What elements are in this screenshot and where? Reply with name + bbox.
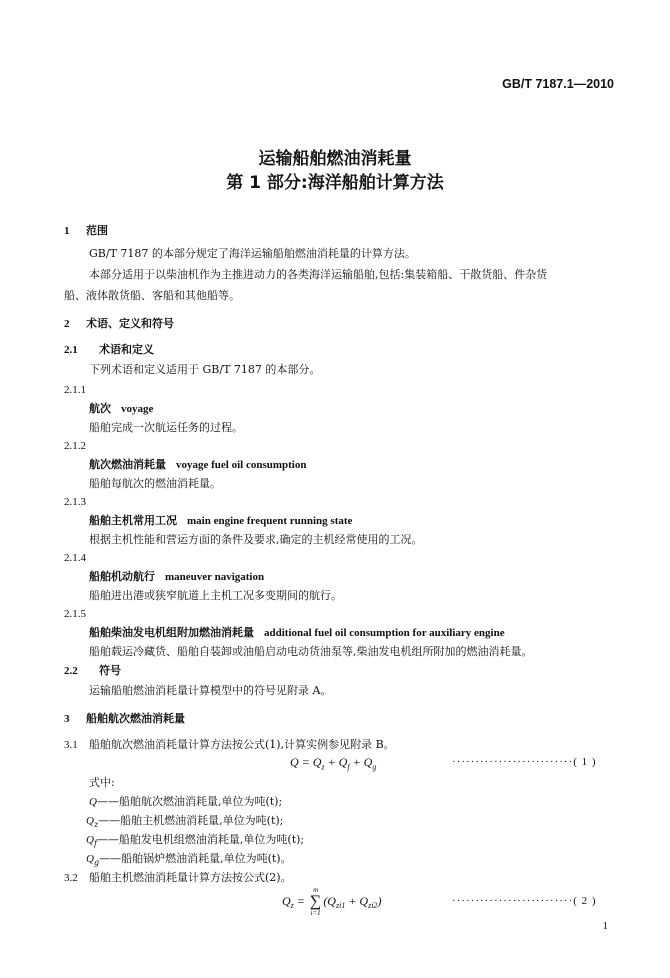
term-heading <box>89 626 505 640</box>
clause-number: 3.2 <box>64 872 78 884</box>
clause-number: 3.1 <box>64 739 78 751</box>
section-title: 范围 <box>86 224 108 237</box>
variable-symbol: Q <box>86 815 94 827</box>
term-definition: 船舶完成一次航运任务的过程。 <box>89 421 243 434</box>
subsection-2-1-heading <box>64 343 154 357</box>
term-definition: 船舶进出港或狭窄航道上主机工况多变期间的航行。 <box>89 589 342 602</box>
term-heading <box>89 402 153 416</box>
formula-1: $Q = Q_z + Q_f + Q_g$ <box>290 755 377 772</box>
section-2-heading <box>64 317 174 331</box>
term-en: additional fuel oil consumption for auxiliary engine <box>264 627 505 639</box>
section-number: 1 <box>64 225 70 237</box>
section-title: 术语、定义和符号 <box>86 317 174 330</box>
subsection-2-2-heading <box>64 664 121 678</box>
term-number: 2.1.5 <box>64 608 86 620</box>
term-definition: 船舶每航次的燃油消耗量。 <box>89 477 221 490</box>
formula-2: $Q_z$ = m ∑ i=1 $(Q_{zi1} + Q_{zi2})$ <box>282 886 382 917</box>
term-number: 2.1.4 <box>64 552 86 564</box>
standard-code: GB/T 7187.1—2010 <box>502 77 614 91</box>
term-en: main engine frequent running state <box>187 515 353 527</box>
paragraph: 运输船舶燃油消耗量计算模型中的符号见附录 A。 <box>89 684 332 697</box>
term-zh: 航次 <box>89 402 111 415</box>
section-number: 3 <box>64 713 70 725</box>
section-1-heading <box>64 224 108 238</box>
document-title: 运输船舶燃油消耗量 <box>258 149 412 169</box>
formula-2-number: ··························( 2 ) <box>452 895 597 907</box>
term-en: voyage <box>121 403 154 415</box>
term-number: 2.1.3 <box>64 496 86 508</box>
paragraph-continuation: 船、液体散货船、客船和其他船等。 <box>64 289 240 302</box>
paragraph: 下列术语和定义适用于 GB/T 7187 的本部分。 <box>89 363 321 376</box>
variable-desc: ——船舶发电机组燃油消耗量,单位为吨(t); <box>96 833 305 846</box>
section-3-heading <box>64 712 185 726</box>
subsection-number: 2.1 <box>64 344 78 356</box>
clause-text: 船舶航次燃油消耗量计算方法按公式(1),计算实例参见附录 B。 <box>89 738 395 751</box>
term-zh: 船舶柴油发电机组附加燃油消耗量 <box>89 626 254 639</box>
term-zh: 船舶主机常用工况 <box>89 514 177 527</box>
variable-definition: $Q_f——$船舶发电机组燃油消耗量,单位为吨(t); <box>86 833 305 849</box>
variable-symbol: Q <box>86 853 94 865</box>
term-number: 2.1.1 <box>64 384 86 396</box>
term-en: maneuver navigation <box>165 571 265 583</box>
clause-3-1 <box>64 738 395 752</box>
section-title: 船舶航次燃油消耗量 <box>86 712 185 725</box>
variable-definition <box>89 795 282 809</box>
term-heading <box>89 458 306 472</box>
paragraph: 本部分适用于以柴油机作为主推进动力的各类海洋运输船舶,包括:集装箱船、干散货船、件杂货 <box>89 268 548 281</box>
variable-symbol: Q <box>86 834 94 846</box>
term-en: voyage fuel oil consumption <box>176 459 307 471</box>
subsection-title: 术语和定义 <box>99 343 154 356</box>
variable-desc: ——船舶锅炉燃油消耗量,单位为吨(t)。 <box>99 852 292 865</box>
term-definition: 根据主机性能和营运方面的条件及要求,确定的主机经常使用的工况。 <box>89 533 423 546</box>
variable-symbol: Q <box>89 796 97 808</box>
page-number: 1 <box>602 920 608 932</box>
term-heading <box>89 514 352 528</box>
variable-definition: $Q_g——$船舶锅炉燃油消耗量,单位为吨(t)。 <box>86 852 292 868</box>
variable-desc: ——船舶主机燃油消耗量,单位为吨(t); <box>98 814 284 827</box>
clause-text: 船舶主机燃油消耗量计算方法按公式(2)。 <box>89 871 292 884</box>
subsection-number: 2.2 <box>64 665 78 677</box>
variable-desc: ——船舶航次燃油消耗量,单位为吨(t); <box>96 795 283 808</box>
where-label: 式中: <box>89 776 115 789</box>
variable-definition: $Q_z——$船舶主机燃油消耗量,单位为吨(t); <box>86 814 284 830</box>
clause-3-2 <box>64 871 292 885</box>
section-number: 2 <box>64 318 70 330</box>
term-zh: 航次燃油消耗量 <box>89 458 166 471</box>
term-heading <box>89 570 264 584</box>
subsection-title: 符号 <box>99 664 121 677</box>
term-number: 2.1.2 <box>64 440 86 452</box>
document-subtitle: 第 1 部分:海洋船舶计算方法 <box>226 173 444 193</box>
paragraph: GB/T 7187 的本部分规定了海洋运输船舶燃油消耗量的计算方法。 <box>89 247 416 260</box>
term-definition: 船舶载运冷藏货、船舶自装卸或油船启动电动货油泵等,柴油发电机组所附加的燃油消耗量。 <box>89 645 533 658</box>
term-zh: 船舶机动航行 <box>89 570 155 583</box>
formula-1-number: ··························( 1 ) <box>452 756 597 768</box>
